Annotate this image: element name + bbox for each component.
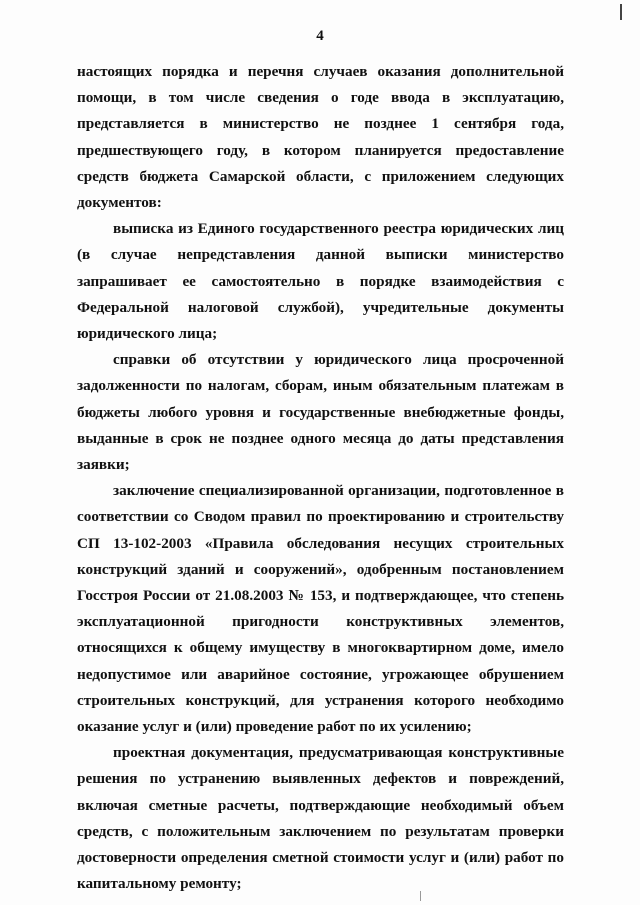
paragraph-project-docs: проектная документация, предусматривающая конструктивные решения по устранению выявленных дефектов и повреждений, включая сметные расчеты, подтверждающие необходимый объем средств, с положительным заключением по результатам проверки достоверности определения сметной стоимости услуг и (или) работ по капитальному ремонту;	[77, 744, 564, 893]
document-body	[77, 59, 564, 898]
scan-mark	[420, 891, 421, 901]
paragraph-certificates: справки об отсутствии у юридического лица просроченной задолженности по налогам, сборам, иным обязательным платежам в бюджеты любого уровня и государственные внебюджетные фонды, выданные в срок не позднее одного месяца до даты представления заявки;	[77, 351, 564, 474]
page-number: 4	[316, 28, 324, 44]
paragraph-extract: выписка из Единого государственного реестра юридических лиц (в случае непредставления данной выписки министерство запрашивает ее самостоятельно в порядке взаимодействия с Федеральной налоговой службой), учредительные документы юридического лица;	[77, 220, 564, 343]
paragraph-conclusion: заключение специализированной организации, подготовленное в соответствии со Сводом правил по проектированию и строительству СП 13-102-2003 «Правила обследования несущих строительных конструкций зданий и сооружений», одобренным постановлением Госстроя России от 21.08.2003 № 153, и подтверждающее, что степень эксплуатационной пригодности конструктивных элементов, относящихся к общему имуществу в многоквартирном доме, имело недопустимое или аварийное состояние, угрожающее обрушением строительных конструкций, для устранения которого необходимо оказание услуг и (или) проведение работ по их усилению;	[77, 482, 564, 736]
scan-mark	[620, 4, 622, 20]
paragraph-continuation: настоящих порядка и перечня случаев оказания дополнительной помощи, в том числе сведения о годе ввода в эксплуатацию, представляется в министерство не позднее 1 сентября года, предшествующего году, в котором планируется предоставление средств бюджета Самарской области, с приложением следующих документов:	[77, 63, 564, 212]
